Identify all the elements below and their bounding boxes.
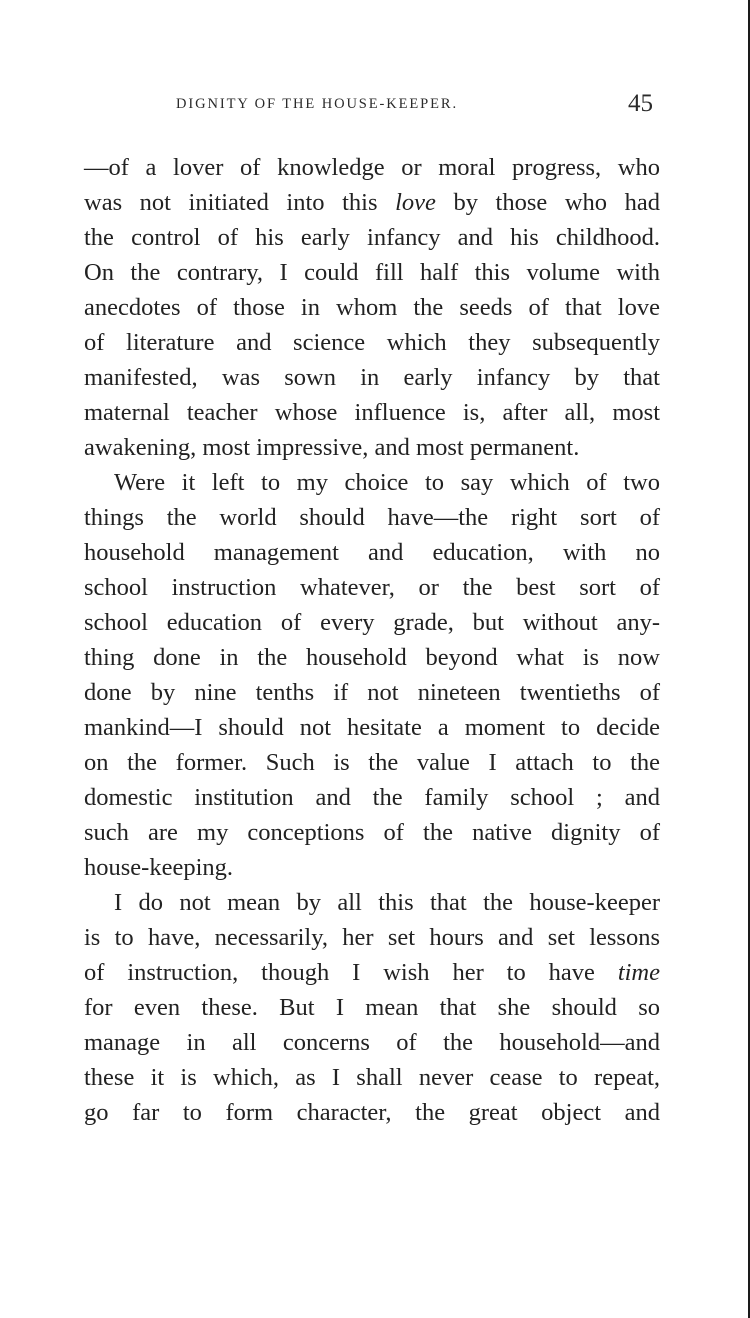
text-segment: manage in all concerns of the household—and <box>84 1029 660 1056</box>
text-segment: for even these. But I mean that she should so <box>84 994 660 1021</box>
text-line <box>84 535 660 570</box>
text-line <box>84 150 660 185</box>
text-line <box>84 325 660 360</box>
text-line <box>84 570 660 605</box>
text-segment: these it is which, as I shall never cease to repeat, <box>84 1064 660 1091</box>
text-line <box>84 745 660 780</box>
text-segment: of literature and science which they subsequently <box>84 329 660 356</box>
text-segment: of instruction, though I wish her to have <box>84 959 618 986</box>
text-line <box>84 395 660 430</box>
text-line <box>84 500 660 535</box>
text-line <box>84 290 660 325</box>
text-line <box>84 255 660 290</box>
text-segment: manifested, was sown in early infancy by that <box>84 364 660 391</box>
emphasis-text: time <box>617 959 660 986</box>
text-segment: thing done in the household beyond what is now <box>84 644 660 671</box>
text-line <box>84 1025 660 1060</box>
text-segment: —of a lover of knowledge or moral progress, who <box>84 154 660 181</box>
text-line <box>84 920 660 955</box>
text-segment: household management and education, with no <box>84 539 660 566</box>
text-segment: on the former. Such is the value I attach to the <box>84 749 660 776</box>
text-line <box>84 1060 660 1095</box>
text-segment: house-keeping. <box>84 854 233 881</box>
text-segment: On the contrary, I could fill half this volume with <box>84 259 660 286</box>
text-line <box>84 955 660 990</box>
text-segment: domestic institution and the family school ; and <box>84 784 660 811</box>
text-segment: go far to form character, the great object and <box>84 1099 660 1126</box>
text-segment: Were it left to my choice to say which of two <box>114 469 660 496</box>
text-line <box>84 990 660 1025</box>
text-segment: is to have, necessarily, her set hours and set lessons <box>84 924 660 951</box>
text-segment: mankind—I should not hesitate a moment to decide <box>84 714 660 741</box>
text-segment: school instruction whatever, or the best sort of <box>84 574 660 601</box>
text-segment: the control of his early infancy and his childhood. <box>84 224 660 251</box>
text-segment: done by nine tenths if not nineteen twentieths of <box>84 679 660 706</box>
text-segment: by those who had <box>435 189 660 216</box>
text-line <box>84 675 660 710</box>
text-segment: maternal teacher whose influence is, after all, most <box>84 399 660 426</box>
text-line <box>84 430 660 465</box>
text-line <box>84 220 660 255</box>
text-segment: things the world should have—the right sort of <box>84 504 660 531</box>
text-line <box>84 360 660 395</box>
text-segment: such are my conceptions of the native dignity of <box>84 819 660 846</box>
text-line <box>84 815 660 850</box>
page-number: 45 <box>628 90 653 117</box>
text-segment: I do not mean by all this that the house-keeper <box>114 889 660 916</box>
text-line <box>84 185 660 220</box>
running-head: DIGNITY OF THE HOUSE-KEEPER. <box>176 96 458 112</box>
text-line <box>84 850 660 885</box>
text-line <box>84 885 660 920</box>
text-segment: was not initiated into this <box>84 189 396 216</box>
text-line <box>84 1095 660 1130</box>
text-segment: school education of every grade, but without any- <box>84 609 660 636</box>
emphasis-text: love <box>395 189 436 216</box>
text-line <box>84 640 660 675</box>
text-line <box>84 780 660 815</box>
text-segment: anecdotes of those in whom the seeds of that love <box>84 294 660 321</box>
text-line <box>84 605 660 640</box>
body-text <box>84 150 660 1130</box>
text-segment: awakening, most impressive, and most permanent. <box>84 434 580 461</box>
text-line <box>84 710 660 745</box>
text-line <box>84 465 660 500</box>
